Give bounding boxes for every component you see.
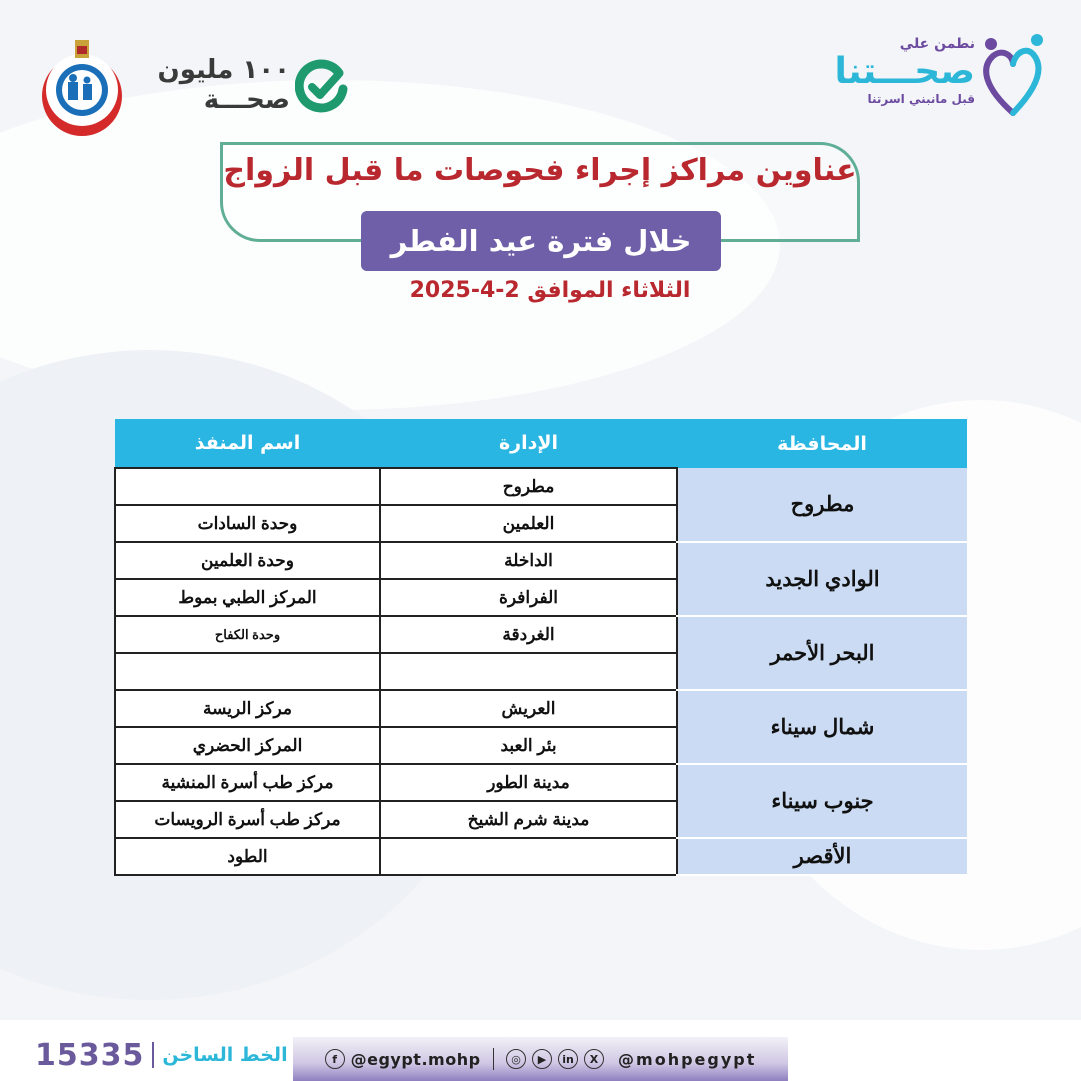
instagram-icon[interactable]: ◎ <box>506 1049 526 1069</box>
hotline-number: 15335 <box>35 1037 145 1073</box>
governorate-cell: شمال سيناء <box>677 690 967 764</box>
outlet-cell: مركز طب أسرة الرويسات <box>115 801 380 838</box>
logo-text: ١٠٠ مليون صحـــة <box>157 55 290 115</box>
ministry-logo <box>35 38 130 138</box>
governorate-cell: البحر الأحمر <box>677 616 967 690</box>
sehetna-logo: نطمن علي صحـــتنا قبل مانبني اسرتنا <box>835 28 1050 123</box>
checkmark-icon <box>295 59 349 113</box>
administration-cell: العريش <box>380 690 677 727</box>
hundred-million-health-logo <box>155 55 350 120</box>
date-line: الثلاثاء الموافق 2-4-2025 <box>409 278 691 303</box>
outlet-cell: الطود <box>115 838 380 875</box>
centers-table <box>114 419 966 876</box>
page-title: عناوين مراكز إجراء فحوصات ما قبل الزواج <box>223 153 857 188</box>
outlet-cell: مركز طب أسرة المنشية <box>115 764 380 801</box>
administration-cell <box>380 653 677 690</box>
hotline-label: الخط الساخن <box>162 1044 288 1066</box>
facebook-handle[interactable]: @egypt.mohp <box>350 1049 481 1069</box>
linkedin-icon[interactable]: in <box>558 1049 578 1069</box>
table-header-row <box>115 419 967 468</box>
outlet-cell: المركز الحضري <box>115 727 380 764</box>
governorate-cell: مطروح <box>677 468 967 542</box>
governorate-cell: الأقصر <box>677 838 967 875</box>
table-row <box>115 616 967 653</box>
table-row <box>115 542 967 579</box>
hotline <box>35 1037 288 1073</box>
administration-cell: مدينة شرم الشيخ <box>380 801 677 838</box>
youtube-icon[interactable]: ▶ <box>532 1049 552 1069</box>
header-administration: الإدارة <box>380 419 677 468</box>
table-row <box>115 690 967 727</box>
outlet-cell: المركز الطبي بموط <box>115 579 380 616</box>
header-governorate: المحافظة <box>677 419 967 468</box>
outlet-cell: وحدة السادات <box>115 505 380 542</box>
administration-cell: الداخلة <box>380 542 677 579</box>
table-row <box>115 468 967 505</box>
social-bar <box>293 1037 788 1081</box>
header-outlet: اسم المنفذ <box>115 419 380 468</box>
outlet-cell: مركز الريسة <box>115 690 380 727</box>
period-badge: خلال فترة عيد الفطر <box>361 211 721 271</box>
outlet-cell: وحدة العلمين <box>115 542 380 579</box>
divider <box>493 1048 495 1070</box>
outlet-cell: وحدة الكفاح <box>115 616 380 653</box>
governorate-cell: الوادي الجديد <box>677 542 967 616</box>
facebook-icon[interactable]: f <box>325 1049 345 1069</box>
outlet-cell <box>115 468 380 505</box>
ministry-emblem-icon <box>35 38 130 138</box>
administration-cell: بئر العبد <box>380 727 677 764</box>
administration-cell: العلمين <box>380 505 677 542</box>
table-row <box>115 764 967 801</box>
heart-icon <box>975 28 1050 123</box>
social-handle[interactable]: @mohpegypt <box>618 1049 757 1069</box>
administration-cell: الغردقة <box>380 616 677 653</box>
outlet-cell <box>115 653 380 690</box>
table-row <box>115 838 967 875</box>
divider <box>152 1042 154 1068</box>
administration-cell <box>380 838 677 875</box>
administration-cell: مطروح <box>380 468 677 505</box>
governorate-cell: جنوب سيناء <box>677 764 967 838</box>
x-icon[interactable]: X <box>584 1049 604 1069</box>
administration-cell: مدينة الطور <box>380 764 677 801</box>
administration-cell: الفرافرة <box>380 579 677 616</box>
